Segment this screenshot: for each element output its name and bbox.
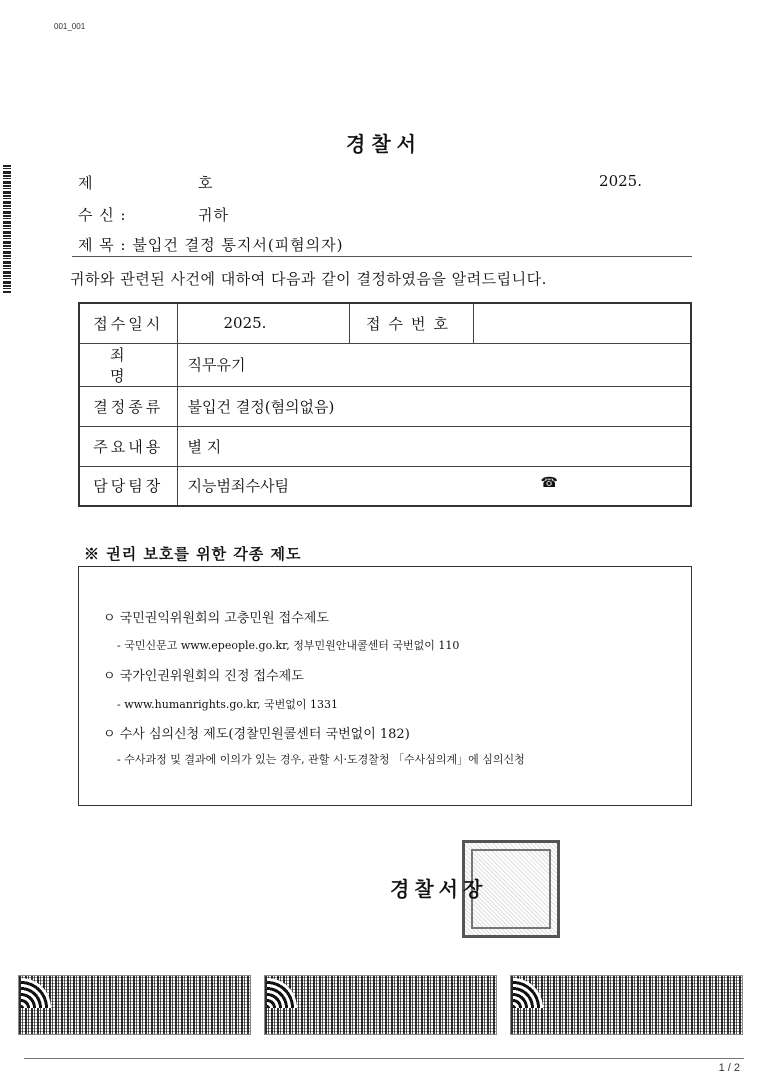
document-title: 경찰서 bbox=[346, 132, 422, 156]
barcode-mark-icon bbox=[21, 978, 51, 1008]
footer-divider bbox=[24, 1058, 744, 1059]
table-row bbox=[79, 343, 691, 386]
receipt-no-value bbox=[473, 303, 691, 343]
subject-label: 제 목 : bbox=[78, 236, 127, 254]
rights-item-title: ㅇ 국가인권위원회의 진정 접수제도 bbox=[103, 669, 304, 684]
page-number: 1 / 2 bbox=[718, 1062, 740, 1074]
intro-text: 귀하와 관련된 사건에 대하여 다음과 같이 결정하였음을 알려드립니다. bbox=[70, 270, 547, 288]
recipient-row bbox=[78, 204, 229, 225]
info-table bbox=[78, 302, 692, 507]
page-id: 001_001 bbox=[54, 22, 86, 31]
document-number-row bbox=[78, 172, 214, 193]
decision-value: 불입건 결정(혐의없음) bbox=[177, 386, 691, 426]
receipt-no-label: 접수번호 bbox=[349, 303, 473, 343]
document-barcode bbox=[264, 975, 497, 1035]
receipt-date-label: 접수일시 bbox=[79, 303, 177, 343]
subject-row bbox=[78, 234, 343, 255]
document-number-label: 제 bbox=[78, 174, 94, 192]
table-row bbox=[79, 466, 691, 506]
rights-heading: ※ 권리 보호를 위한 각종 제도 bbox=[84, 545, 302, 563]
barcode-mark-icon bbox=[267, 978, 297, 1008]
header-divider bbox=[72, 256, 692, 257]
rights-box bbox=[78, 566, 692, 806]
rights-item-title: ㅇ 국민권익위원회의 고충민원 접수제도 bbox=[103, 611, 329, 626]
recipient-value: 귀하 bbox=[198, 206, 229, 224]
charge-label: 죄 명 bbox=[79, 343, 177, 386]
side-barcode bbox=[3, 165, 11, 293]
content-label: 주요내용 bbox=[79, 426, 177, 466]
table-row bbox=[79, 426, 691, 466]
document-barcode bbox=[510, 975, 743, 1035]
phone-icon: ☎ bbox=[540, 475, 558, 492]
rights-item-detail: - www.humanrights.go.kr, 국번없이 1331 bbox=[117, 698, 339, 711]
subject-value: 불입건 결정 통지서(피혐의자) bbox=[132, 236, 344, 254]
charge-value: 직무유기 bbox=[177, 343, 691, 386]
issuer-name: 경찰서장 bbox=[390, 877, 488, 901]
team-label: 담당팀장 bbox=[79, 466, 177, 506]
document-barcode bbox=[18, 975, 251, 1035]
document-date: 2025. bbox=[599, 172, 642, 190]
decision-label: 결정종류 bbox=[79, 386, 177, 426]
document-number-suffix: 호 bbox=[198, 174, 214, 192]
recipient-label: 수 신 : bbox=[78, 206, 127, 224]
content-value: 별 지 bbox=[177, 426, 691, 466]
table-row bbox=[79, 303, 691, 343]
rights-item-title: ㅇ 수사 심의신청 제도(경찰민원콜센터 국번없이 182) bbox=[103, 727, 410, 742]
rights-item-detail: - 국민신문고 www.epeople.go.kr, 정부민원안내콜센터 국번없이 110 bbox=[117, 639, 460, 652]
receipt-date-value: 2025. bbox=[177, 303, 349, 343]
team-cell bbox=[177, 466, 691, 506]
barcode-mark-icon bbox=[513, 978, 543, 1008]
team-value: 지능범죄수사팀 bbox=[187, 477, 289, 496]
table-row bbox=[79, 386, 691, 426]
rights-item-detail: - 수사과정 및 결과에 이의가 있는 경우, 관할 시·도경찰청 「수사심의계」에 심의신청 bbox=[117, 753, 525, 766]
